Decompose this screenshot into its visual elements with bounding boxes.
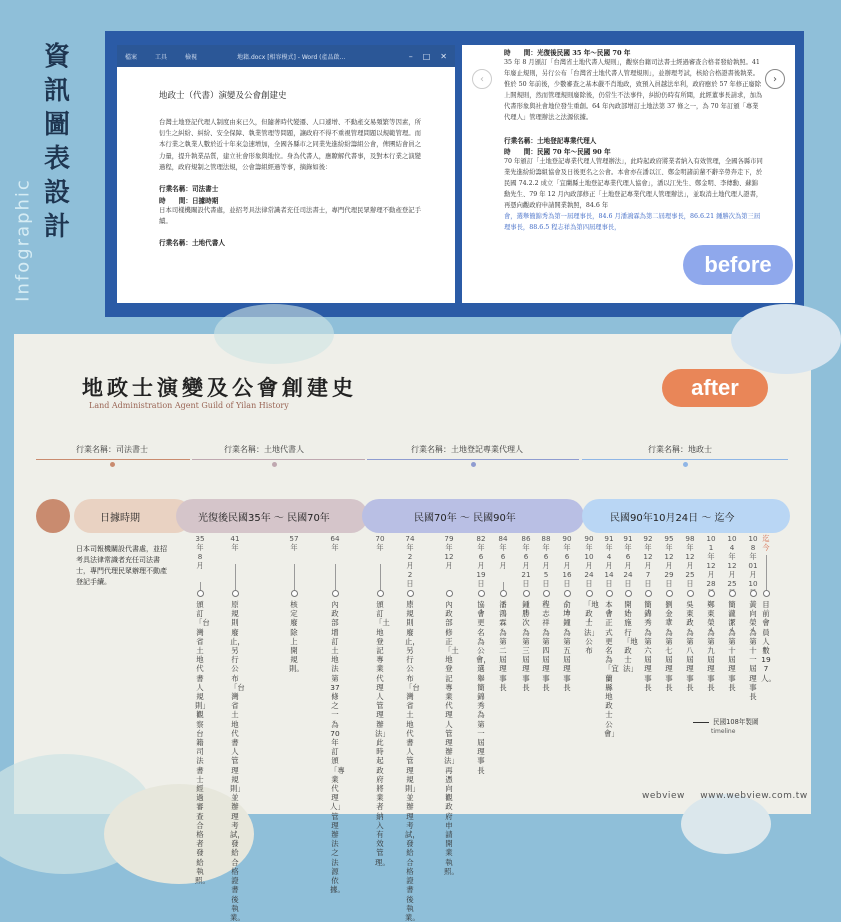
timeline-event: 簡錦秀為第六屆理事長 <box>644 600 652 692</box>
timeline-dot <box>500 590 507 597</box>
timeline-date: 35年8月 <box>195 534 205 570</box>
timeline-dot <box>687 590 694 597</box>
timeline-dot <box>407 590 414 597</box>
timeline-date: 迄今 <box>762 534 770 552</box>
timeline-dot <box>625 590 632 597</box>
side-title-char: 圖 <box>43 110 70 140</box>
decor-blob <box>731 304 841 374</box>
era-label: 民國70年 ～ 民國90年 <box>414 512 516 524</box>
timeline-date: 101年12月28 <box>706 534 716 588</box>
timeline-event: 內政部增訂土地法第37條之一為70年訂頒「專業代理人」管理辦法之法源依據。 <box>330 600 345 895</box>
timeline-date: 57年 <box>289 534 299 552</box>
doc-section2-name: 行業名稱：土地代書人 <box>159 239 225 248</box>
doc-intro: 台灣土地登記代理人制度由來已久，但隨著時代變遷、人口遽增、不動產交易頻繁等因素，所衍生之糾紛、糾紛、安全保障、執業管理等問題，讓政府不得不重視管理問題以規範管理。而本行業之執業人數於近十年來急速增加，全國各縣市之同業先進紛紛籌組公會，俾團結會員之力量，提升執業品質，建立社會形象與地位。身為代書人，應瞭解代書事，及對本行業之演變過程，政府規制之管理法規，公會籌組經過等事，摘錄如後： <box>159 118 422 171</box>
timeline-event: 協會更名為公會，選舉簡錦秀為第一屆理事長 <box>476 600 491 775</box>
timeline-dot <box>586 590 593 597</box>
decor-blob <box>681 794 771 854</box>
brand-name: webview <box>642 791 685 801</box>
timeline-dot <box>645 590 652 597</box>
side-title <box>40 40 74 244</box>
era-label: 光復後民國35年 ～ 民國70年 <box>198 512 330 524</box>
timeline-event: 劉金章為第七屆理事長 <box>665 600 673 692</box>
side-title-char: 表 <box>43 144 70 174</box>
era-bar <box>176 499 368 533</box>
side-title-char: 計 <box>43 212 70 242</box>
timeline-event: 吳東政為第八屆理事長 <box>686 600 694 692</box>
brand-url: www.webview.com.tw <box>700 791 808 801</box>
timeline-dot <box>478 590 485 597</box>
industry-dot <box>272 462 277 467</box>
timeline-connector <box>380 564 381 590</box>
decor-blob <box>214 304 334 364</box>
side-title-char: 訊 <box>43 76 70 106</box>
reader-name2: 行業名稱：土地登記專業代理人 <box>504 137 597 145</box>
timeline-dot <box>377 590 384 597</box>
timeline-date: 79年12月 <box>444 534 454 570</box>
timeline-event: 內政部修正「土地登記專業代理人管理辦法」再憑向觀政府申請開業執照。 <box>444 600 459 876</box>
before-panel <box>105 31 804 317</box>
word-toolbar <box>117 45 455 67</box>
timeline-note-en: timeline <box>711 728 736 735</box>
era-bar <box>74 499 192 533</box>
maximize-icon[interactable]: □ <box>422 51 431 61</box>
doc-title: 地政士（代書）演變及公會創建史 <box>159 91 287 101</box>
menu-tools[interactable]: 工具 <box>155 53 168 61</box>
word-filename: 地籍.docx [相容模式] - Word (產品啟... <box>237 53 346 61</box>
chevron-right-icon[interactable]: › <box>765 69 785 89</box>
timeline-date: 88年6月5日 <box>541 534 551 588</box>
era-label: 民國90年10月24日 ～ 迄今 <box>610 512 735 524</box>
timeline-note-text: 民國108年製圖 <box>713 718 759 726</box>
industry-label: 行業名稱：土地登記專業代理人 <box>411 445 523 454</box>
timeline-dot <box>729 590 736 597</box>
industry-label: 行業名稱：地政士 <box>648 445 712 454</box>
menu-file[interactable]: 檔案 <box>125 53 138 61</box>
era-label: 日據時期 <box>100 512 140 524</box>
side-english-text: Infographic <box>12 178 34 302</box>
infographic-title: 地政士演變及公會創建史 <box>82 375 357 400</box>
reader-text <box>504 45 764 233</box>
timeline-dot <box>750 590 757 597</box>
after-badge: after <box>662 369 768 407</box>
timeline-date: 74年2月2日 <box>405 534 415 588</box>
doc-section1-name: 行業名稱：司法書士 <box>159 185 219 194</box>
minimize-icon[interactable]: – <box>408 51 413 61</box>
timeline-event: 開始施行「地政士法」 <box>623 600 638 674</box>
timeline-dot <box>564 590 571 597</box>
timeline-dot <box>708 590 715 597</box>
timeline-dot <box>763 590 770 597</box>
reader-body1: 35 年 8 月頒訂「台灣省土地代書人規則」，觀察台籍司法書士經過審查合格者發給執照。41 年廢止規則，另行公布「台灣省土地代書人管理規則」，並辦理考試，核給合格證書後執業。惟於 50 年前後，少數審查之基本嚴不肖地政，致預入員越法牟利，政府應於 57 年修正廢除上開規則，然而管理規則廢除後，仍常生不法事件，糾紛仍時有所聞，此經董事長請求，加為代書形象與社會地位發生重創。64 年內政部增訂土地法第 37 條之一，為 70 年訂頒「專業代理人」管理辦法之法源依據。 <box>504 59 763 121</box>
timeline-date: 104年12月25 <box>727 534 737 588</box>
chevron-left-icon[interactable]: ‹ <box>472 69 492 89</box>
timeline-date: 70年 <box>375 534 385 552</box>
timeline-event: 黃向榮為第十一屆理事長 <box>749 600 757 702</box>
industry-bracket <box>582 459 788 460</box>
timeline-dot <box>291 590 298 597</box>
timeline-event: 俞坤鐘為第五屆理事長 <box>563 600 571 692</box>
era-bar <box>582 499 790 533</box>
industry-dot <box>110 462 115 467</box>
timeline-dot <box>543 590 550 597</box>
timeline-connector <box>503 582 504 590</box>
timeline-dot <box>666 590 673 597</box>
timeline-event: 程志祥為第四屆理事長 <box>542 600 550 692</box>
industry-label: 行業名稱：司法書士 <box>76 445 148 454</box>
industry-dot <box>683 462 688 467</box>
timeline-date: 64年 <box>330 534 340 552</box>
timeline-date: 86年6月21日 <box>521 534 531 588</box>
timeline-date: 95年12月29日 <box>664 534 674 588</box>
timeline-event: 潘鴻霖為第二屆理事長 <box>499 600 507 692</box>
timeline-date: 98年12月25日 <box>685 534 695 588</box>
timeline-date: 92年12月7日 <box>643 534 653 588</box>
word-page <box>117 67 455 247</box>
timeline-connector <box>235 564 236 590</box>
side-title-char: 資 <box>43 42 70 72</box>
doc-section1-time: 時 間：日據時期 <box>159 197 219 206</box>
timeline-date: 91年4月14日 <box>604 534 614 588</box>
footer-brand <box>642 791 808 801</box>
timeline-event: 核定廢除上開規則。 <box>289 600 304 674</box>
era1-description: 日本司報機關設代書處，並招考具法律常識者充任司法書士，專門代理民眾辦理不動產登記手續。 <box>76 545 167 586</box>
timeline-event: 鍾勝次為第三屆理事長 <box>522 600 530 692</box>
word-window <box>117 45 455 303</box>
menu-view[interactable]: 檢視 <box>185 53 198 61</box>
era-bar <box>362 499 584 533</box>
timeline-dot <box>197 590 204 597</box>
industry-bracket <box>367 459 579 460</box>
timeline-date: 82年6月19日 <box>476 534 486 588</box>
before-badge: before <box>683 245 793 285</box>
timeline-event: 本會正式更名為「宜蘭縣地政士公會」 <box>604 600 619 738</box>
timeline-dot <box>332 590 339 597</box>
timeline-event: 鄭東榮為第九屆理事長 <box>707 600 715 692</box>
infographic-subtitle: Land Administration Agent Guild of Yilan History <box>89 401 289 410</box>
industry-label: 行業名稱：土地代書人 <box>224 445 304 454</box>
after-panel <box>14 334 811 922</box>
timeline-date: 84年6月 <box>498 534 508 570</box>
timeline-event: 原規則廢止，另行公布「台灣省土地代書人管理規則」並辦理考試，發給合格證書後執業。 <box>405 600 420 922</box>
reader-time2: 時 間：民國 70 年～民國 90 年 <box>504 148 611 156</box>
timeline-connector <box>294 564 295 590</box>
timeline-connector <box>335 564 336 590</box>
timeline-dot <box>232 590 239 597</box>
industry-dot <box>471 462 476 467</box>
industry-bracket <box>192 459 365 460</box>
timeline-date: 90年6月16日 <box>562 534 572 588</box>
timeline-event: 頒訂「台灣省土地代書人規則」觀察台籍司法書士經過審查合格者發給執照。 <box>195 600 210 886</box>
timeline-event: 簡瀧潔為第十屆理事長 <box>728 600 736 692</box>
timeline-dot <box>523 590 530 597</box>
side-title-char: 設 <box>43 178 70 208</box>
side-english-title <box>8 180 38 300</box>
timeline-note <box>693 716 759 726</box>
timeline-event: 「地政士法」公布 <box>584 600 599 656</box>
timeline-dot <box>606 590 613 597</box>
timeline-connector <box>766 555 767 590</box>
timeline-date: 108年01月10 <box>748 534 758 588</box>
timeline-connector <box>200 582 201 590</box>
timeline-date: 41年 <box>230 534 240 552</box>
timeline-dot <box>446 590 453 597</box>
industry-bracket <box>36 459 190 460</box>
timeline-date: 90年10月24日 <box>584 534 594 588</box>
timeline-start-dot <box>36 499 70 533</box>
reader-blue-text: 會，選舉簡錦秀為第一屆理事長，84.6 月潘鴻霖為第二屆理事長，86.6.21 鍾勝次為第三屆理事長，88.6.5 程志祥為第四屆理事長， <box>504 213 761 231</box>
doc-section1-body: 日本司樣機關設代書處，並招考具法律常識者充任司法書士，專門代理民眾辦理不動產登記手續。 <box>159 206 422 226</box>
reader-time1: 時 間：光復後民國 35 年～民國 70 年 <box>504 49 631 57</box>
close-icon[interactable]: ✕ <box>440 51 447 61</box>
timeline-date: 91年6月24日 <box>623 534 633 588</box>
timeline-event: 目前會員人數197人。 <box>761 600 776 683</box>
timeline-event: 頒訂「土地登記專業代理人管理辦法」此時起政府將業者納入有效管理。 <box>375 600 390 867</box>
timeline-event: 原規則廢止，另行公布「台灣省土地代書人管理規則」並辦理考試，發給合格證書後執業。 <box>230 600 245 922</box>
reader-body2: 70 年頒訂「土地登記專業代理人管理辦法」，此時起政府將業者納入有效管理，全國各縣市同業先進紛紛籌組協會及日後更名之公會。本會亦在潘以江、鄭金明諸前輩不辭辛勞奔走下，於民國 74.2.2 成立「宜蘭縣土地登記專業代理人協會」，潘以江先生、鄭金明、李傳勳、蘇錦勳先生、79 年 12 月內政部修正「土地登記專業代理人管理辦法」，並取消土地代理人證書，再憑向觀政府申請開業執照，84.6 年 <box>504 158 763 209</box>
